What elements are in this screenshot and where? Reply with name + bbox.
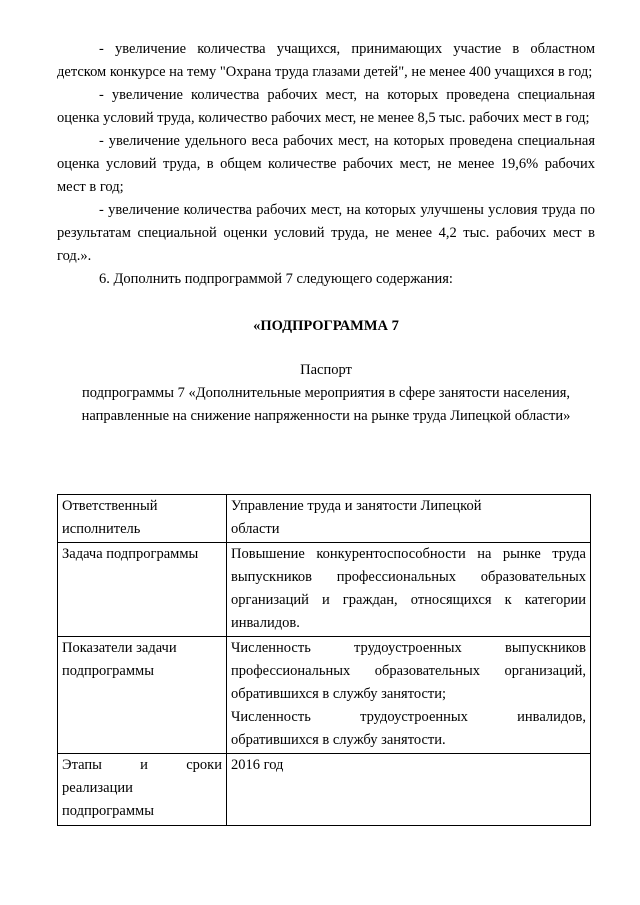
table-value-cell [227,637,591,754]
label-line: Показатели задачи [62,640,177,656]
table-label-cell [58,543,227,637]
body-paragraph-1: - увеличение количества учащихся, принимающих участие в областном детском конкурсе на тему "Охрана труда глазами детей", не менее 400 учащихся в год; [57,41,595,80]
table-label-cell [58,754,227,826]
body-paragraph-4: - увеличение количества рабочих мест, на которых улучшены условия труда по результатам специальной оценки условий труда, не менее 4,2 тыс. рабочих мест в год.». [57,202,595,264]
label-line: Ответственный [62,498,158,514]
value-line: Повышение конкурентоспособности на рынке труда выпускников профессиональных образовательных организаций и граждан, относящихся к категории инвалидов. [231,546,586,631]
passport-title: Паспорт [300,362,352,378]
passport-title-block [57,359,595,428]
passport-table [57,494,591,826]
table-label-cell [58,495,227,543]
document-page [57,38,595,428]
value-line: Управление труда и занятости Липецкой [231,498,482,514]
label-line: подпрограммы [62,663,154,679]
body-paragraph-2: - увеличение количества рабочих мест, на которых проведена специальная оценка условий труда, количество рабочих мест, не менее 8,5 тыс. рабочих мест в год; [57,87,595,126]
passport-subtitle-line-1: подпрограммы 7 «Дополнительные мероприятия в сфере занятости населения, [81,385,570,401]
table-row [58,637,591,754]
label-line: исполнитель [62,521,141,537]
value-line: области [231,521,280,537]
table-row [58,495,591,543]
subprogram-heading: «ПОДПРОГРАММА 7 [253,318,399,334]
table-value-cell [227,754,591,826]
label-line: Этапы и сроки реализации подпрограммы [62,757,222,819]
passport-subtitle-line-2: направленные на снижение напряженности на рынке труда Липецкой области» [81,408,571,424]
value-line: Численность трудоустроенных выпускников профессиональных образовательных организаций, обратившихся в службу занятости; [231,640,586,702]
table-label-cell [58,637,227,754]
value-line: 2016 год [231,757,284,773]
body-paragraph-3: - увеличение удельного веса рабочих мест, на которых проведена специальная оценка условий труда, в общем количестве рабочих мест, не менее 19,6% рабочих мест в год; [57,133,595,195]
table-value-cell [227,495,591,543]
value-line: Численность трудоустроенных инвалидов, обратившихся в службу занятости. [231,709,586,748]
table-value-cell [227,543,591,637]
body-paragraph-5: 6. Дополнить подпрограммой 7 следующего содержания: [99,271,453,287]
table-row [58,543,591,637]
table-row [58,754,591,826]
label-line: Задача подпрограммы [62,546,199,562]
